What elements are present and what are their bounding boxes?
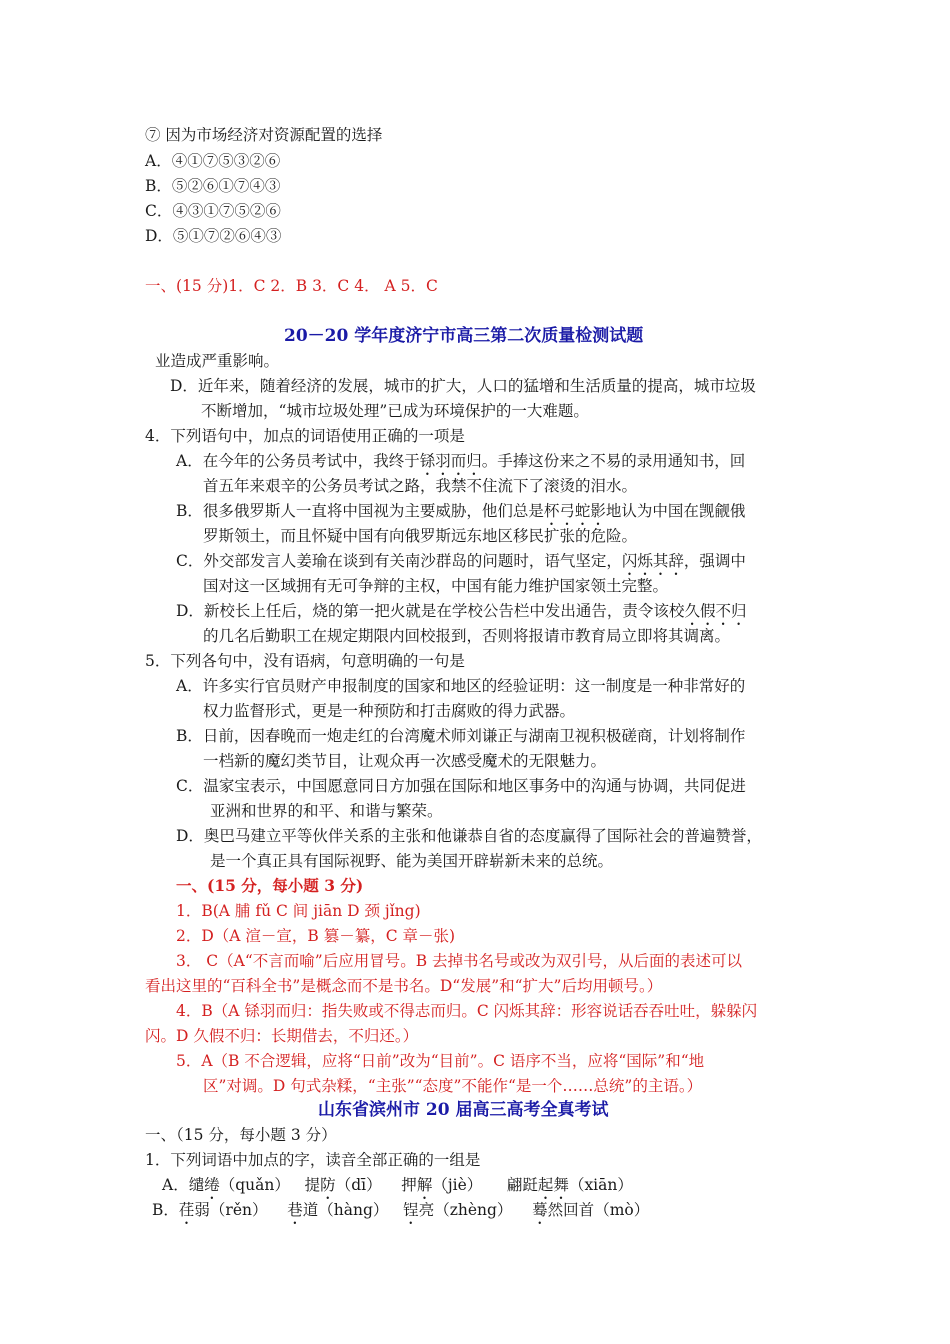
emphasis-dot-char: 蓦 xyxy=(532,1201,548,1219)
answer-5-line1: 5．A（B 不合逻辑，应将“日前”改为“目前”。C 语序不当，应将“国际”和“地 xyxy=(176,1052,705,1070)
emphasis-dot-char: 荏 xyxy=(178,1201,195,1219)
emphasis-dot-char: 防 xyxy=(320,1176,336,1194)
option-d: D．⑤①⑦②⑥④③ xyxy=(145,227,282,245)
answer-2: 2．D（A 渲－宣，B 篡－纂，C 章－张) xyxy=(176,927,456,945)
answer-3-line2: 看出这里的“百科全书”是概念而不是书名。D“发展”和“扩大”后均用顿号。） xyxy=(145,977,663,995)
q4-option-b-line2: 罗斯领土，而且怀疑中国有向俄罗斯远东地区移民扩张的危险。 xyxy=(203,527,638,545)
q4-option-d-line1: D．新校长上任后，烧的第一把火就是在学校公告栏中发出通告，责令该校久假不归 xyxy=(176,602,747,620)
emphasis-dot-word: 杯弓蛇影 xyxy=(543,502,606,520)
answer-4-line2: 闪。D 久假不归：长期借去，不归还。） xyxy=(145,1027,419,1045)
answer-1: 1．B(A 脯 fǔ C 间 jiān D 颈 jǐng) xyxy=(176,902,421,920)
option-a: A．④①⑦⑤③②⑥ xyxy=(145,152,281,170)
s2-option-b: B．荏弱（rěn） 巷道（hàng） 锃亮（zhèng） 蓦然回首（mò） xyxy=(152,1201,650,1219)
q5-option-d-line2: 是一个真正具有国际视野、能为美国开辟崭新未来的总统。 xyxy=(210,852,614,870)
q4-option-c-line1: C．外交部发言人姜瑜在谈到有关南沙群岛的问题时，语气坚定，闪烁其辞，强调中 xyxy=(176,552,746,570)
section2-question-1: 1．下列词语中加点的字，读音全部正确的一组是 xyxy=(145,1151,481,1169)
option-item-7: ⑦ 因为市场经济对资源配置的选择 xyxy=(145,126,383,144)
emphasis-dot-char: 巷 xyxy=(287,1201,303,1219)
emphasis-dot-word: 闪烁其辞 xyxy=(621,552,684,570)
q5-option-a-line2: 权力监督形式，更是一种预防和打击腐败的得力武器。 xyxy=(203,702,576,720)
q5-option-d-line1: D．奥巴马建立平等伙伴关系的主张和他谦恭自省的态度赢得了国际社会的普遍赞誉， xyxy=(176,827,762,845)
section-title-binzhou: 山东省滨州市 20 届高三高考全真考试 xyxy=(318,1100,609,1120)
answer-5-line2: 区”对调。D 句式杂糅，“主张”“态度”不能作“是一个……总统”的主语。） xyxy=(203,1077,703,1095)
emphasis-dot-word: 铩羽而归 xyxy=(419,452,482,470)
emphasis-dot-char: 起舞 xyxy=(537,1176,569,1194)
question-5: 5．下列各句中，没有语病，句意明确的一句是 xyxy=(145,652,465,670)
option-b: B．⑤②⑥①⑦④③ xyxy=(145,177,281,195)
answer-3-line1: 3． C（A“不言而喻”后应用冒号。B 去掉书名号或改为双引号，从后面的表述可以 xyxy=(176,952,743,970)
q4-option-a-line2: 首五年来艰辛的公务员考试之路，我禁不住流下了滚烫的泪水。 xyxy=(203,477,638,495)
question-4: 4．下列语句中，加点的词语使用正确的一项是 xyxy=(145,427,465,445)
section2-heading: 一、（15 分，每小题 3 分） xyxy=(145,1126,337,1144)
q4-option-c-line2: 国对这一区域拥有无可争辩的主权，中国有能力维护国家领土完整。 xyxy=(203,577,669,595)
q5-option-c-line1: C．温家宝表示，中国愿意同日方加强在国际和地区事务中的沟通与协调，共同促进 xyxy=(176,777,746,795)
answer-key-top: 一、(15 分)1．C 2．B 3．C 4． A 5．C xyxy=(145,277,438,295)
continued-text: 业造成严重影响。 xyxy=(155,352,280,370)
q5-option-b-line1: B．日前，因春晚而一炮走红的台湾魔术师刘谦正与湖南卫视积极磋商，计划将制作 xyxy=(176,727,746,745)
emphasis-dot-word: 久假不归 xyxy=(684,602,747,620)
emphasis-dot-char: 解 xyxy=(416,1176,433,1194)
q5-option-a-line1: A．许多实行官员财产申报制度的国家和地区的经验证明：这一制度是一种非常好的 xyxy=(176,677,746,695)
answer-4-line1: 4．B（A 铩羽而归：指失败或不得志而归。C 闪烁其辞：形容说话吞吞吐吐，躲躲闪 xyxy=(176,1002,758,1020)
q4-option-b-line1: B．很多俄罗斯人一直将中国视为主要威胁，他们总是杯弓蛇影地认为中国在觊觎俄 xyxy=(176,502,746,520)
option-d-line1: D．近年来，随着经济的发展，城市的扩大，人口的猛增和生活质量的提高，城市垃圾 xyxy=(170,377,756,395)
q5-option-b-line2: 一档新的魔幻类节目，让观众再一次感受魔术的无限魅力。 xyxy=(203,752,607,770)
answer-heading: 一、(15 分，每小题 3 分) xyxy=(176,876,364,895)
q4-option-a-line1: A．在今年的公务员考试中，我终于铩羽而归。手捧这份来之不易的录用通知书，回 xyxy=(176,452,746,470)
emphasis-dot-char: 绻 xyxy=(204,1176,220,1194)
s2-option-a: A．缱绻（quǎn） 提防（dī） 押解（jiè） 翩跹起舞（xiān） xyxy=(162,1176,633,1194)
emphasis-dot-char: 锃 xyxy=(403,1201,419,1219)
option-d-line2: 不断增加，“城市垃圾处理”已成为环境保护的一大难题。 xyxy=(201,402,589,420)
option-c: C．④③①⑦⑤②⑥ xyxy=(145,202,281,220)
q4-option-d-line2: 的几名后勤职工在规定期限内回校报到，否则将报请市教育局立即将其调离。 xyxy=(203,627,731,645)
section-title-jining: 20－20 学年度济宁市高三第二次质量检测试题 xyxy=(284,326,644,346)
q5-option-c-line2: 亚洲和世界的和平、和谐与繁荣。 xyxy=(210,802,443,820)
